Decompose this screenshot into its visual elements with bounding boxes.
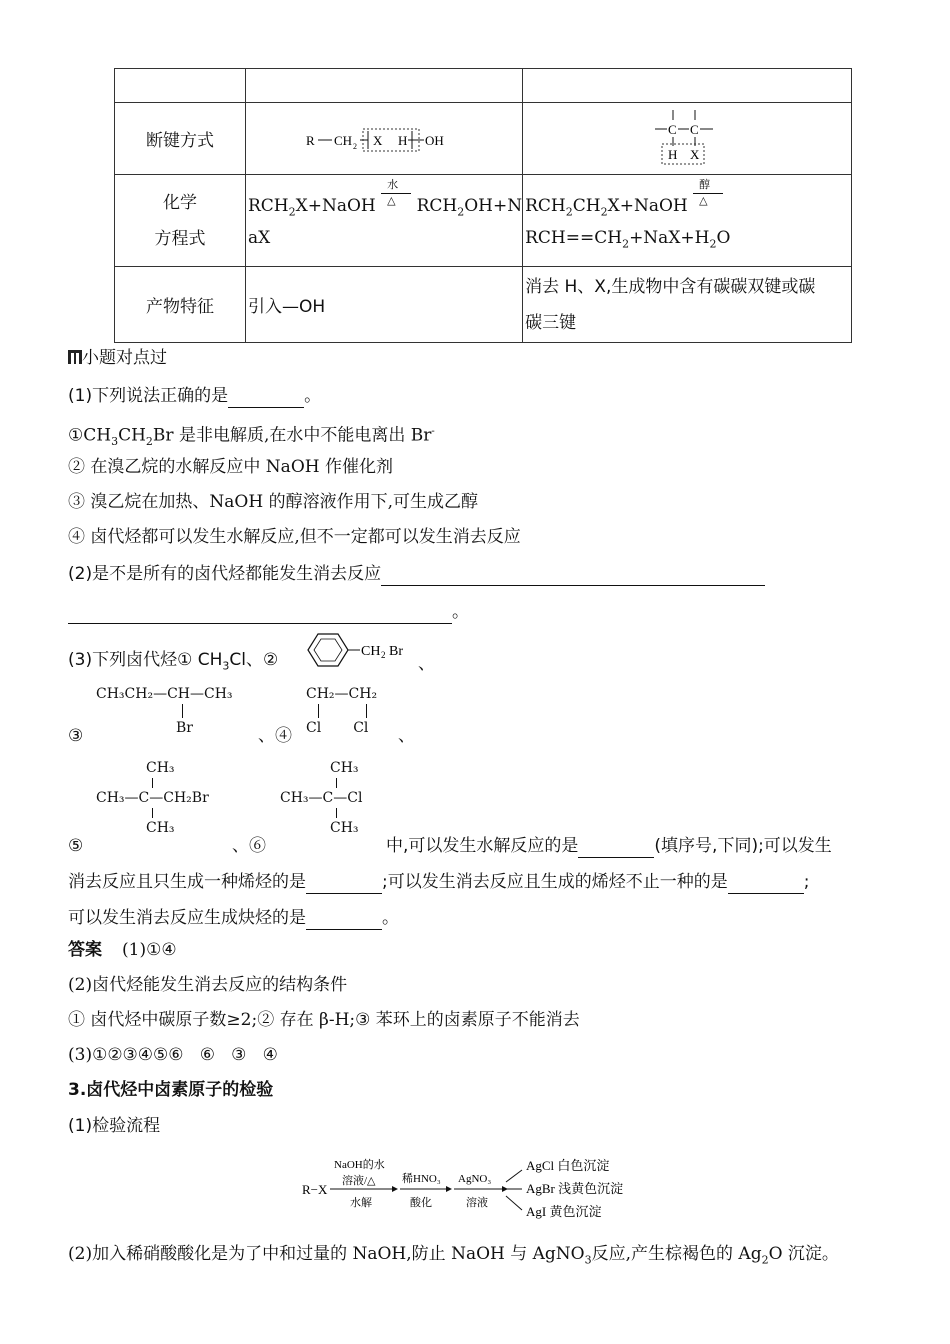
section3-title: 3.卤代烃中卤素原子的检验 — [68, 1080, 274, 1100]
section-icon — [68, 350, 82, 364]
q1-option-2: ② 在溴乙烷的水解反应中 NaOH 作催化剂 — [68, 457, 393, 477]
structure-neopentyl-bromide: CH₃ CH₃—C—CH₂Br CH₃ — [96, 760, 209, 836]
svg-text:AgCl 白色沉淀: AgCl 白色沉淀 — [526, 1158, 610, 1173]
label-6: 、⑥ — [232, 836, 266, 856]
answer-blank[interactable] — [381, 567, 765, 586]
flow-start: R−X — [302, 1182, 328, 1197]
bond-oh: OH — [425, 132, 444, 148]
elim-x: X — [690, 146, 700, 162]
elim-h: H — [668, 146, 678, 162]
answer-line-1: 答案 (1)①④ — [68, 940, 177, 960]
answer-blank[interactable] — [68, 605, 452, 624]
q2-stem: (2)是不是所有的卤代烃都能发生消去反应 — [68, 562, 765, 586]
answer-blank[interactable] — [728, 875, 804, 894]
svg-text:2: 2 — [381, 650, 386, 660]
section-heading: 小题对点过 — [68, 346, 167, 370]
svg-text:Br: Br — [389, 644, 403, 659]
svg-text:水解: 水解 — [350, 1197, 372, 1209]
answer-3: (3)①②③④⑤⑥ ⑥ ③ ④ — [68, 1045, 278, 1065]
q3-line3: 可以发生消去反应生成炔烃的是 。 — [68, 908, 399, 928]
table-row-product — [115, 267, 852, 343]
row-label-product: 产物特征 — [115, 267, 246, 343]
bond-r: R — [306, 132, 315, 148]
detection-flow-diagram — [296, 1152, 656, 1228]
structure-benzyl-bromide — [300, 628, 420, 674]
label-4: 、④ — [258, 726, 292, 746]
answer-blank[interactable] — [306, 911, 382, 930]
comparison-table — [114, 68, 852, 343]
section3-sub1: (1)检验流程 — [68, 1116, 161, 1136]
q3-stem: (3)下列卤代烃① $CH_3Cl$、② — [68, 650, 279, 673]
hydrolysis-product: 引入—OH — [246, 267, 523, 343]
table-row-bond — [115, 103, 852, 175]
hydrolysis-equation: $RCH_2X+NaOH$ 水 △ $RCH_2OH+N$ aX — [246, 175, 523, 267]
comma: 、 — [398, 726, 415, 746]
q1-option-1: $①CH_3CH_2Br$ 是非电解质,在水中不能电离出 Br- — [68, 425, 435, 449]
answer-label: 答案 — [68, 940, 102, 960]
answer-blank[interactable] — [578, 839, 654, 858]
comma: 、 — [418, 654, 435, 674]
svg-text:AgNO₃: AgNO₃ — [458, 1173, 492, 1185]
answer-2-title: (2)卤代烃能发生消去反应的结构条件 — [68, 975, 348, 995]
label-3: ③ — [68, 726, 84, 746]
elim-bond-diagram — [523, 103, 852, 175]
svg-text:酸化: 酸化 — [410, 1197, 432, 1209]
structure-2-bromobutane: CH₃CH₂—CH—CH₃ Br — [96, 686, 233, 736]
hydrolysis-arrow: 水 △ — [381, 201, 411, 211]
q1-option-3: ③ 溴乙烷在加热、NaOH 的醇溶液作用下,可生成乙醇 — [68, 492, 478, 512]
q1-stem: (1)下列说法正确的是 。 — [68, 386, 322, 406]
q2-line2: 。 — [68, 600, 469, 624]
structure-tert-butyl-chloride: CH₃ CH₃—C—Cl CH₃ — [280, 760, 363, 836]
bond-x: X — [373, 132, 383, 148]
svg-text:溶液/△: 溶液/△ — [342, 1175, 376, 1187]
bond-ch: CH — [334, 132, 353, 148]
answer-blank[interactable] — [228, 389, 304, 408]
table-header-row — [115, 69, 852, 103]
hydrolysis-bond-diagram — [246, 103, 523, 175]
elim-equation: $RCH_2CH_2X+NaOH$ 醇 △ $RCH==CH_2+NaX+H_2O$ — [523, 175, 852, 267]
structure-dichloroethane: CH₂—CH₂ Cl Cl — [306, 686, 378, 736]
answer-2-body: ① 卤代烃中碳原子数≥2;② 存在 β-H;③ 苯环上的卤素原子不能消去 — [68, 1010, 580, 1030]
elim-product: 消去 H、X,生成物中含有碳碳双键或碳 碳三键 — [523, 267, 852, 343]
elim-arrow: 醇 △ — [693, 201, 723, 211]
elim-c2: C — [690, 121, 699, 137]
svg-text:CH: CH — [361, 644, 381, 659]
bond-h: H — [398, 132, 408, 148]
svg-text:稀HNO₃: 稀HNO₃ — [402, 1173, 441, 1185]
q1-option-4: ④ 卤代烃都可以发生水解反应,但不一定都可以发生消去反应 — [68, 527, 521, 547]
table-row-equation — [115, 175, 852, 267]
q3-line1: 中,可以发生水解反应的是 (填序号,下同);可以发生 — [386, 836, 832, 856]
q3-line2: 消去反应且只生成一种烯烃的是 ;可以发生消去反应且生成的烯烃不止一种的是 ; — [68, 872, 810, 892]
svg-text:AgI 黄色沉淀: AgI 黄色沉淀 — [526, 1204, 602, 1219]
elim-c1: C — [668, 121, 677, 137]
row-label-equation: 化学 方程式 — [115, 175, 246, 267]
svg-text:AgBr 浅黄色沉淀: AgBr 浅黄色沉淀 — [526, 1181, 624, 1196]
row-label-bond: 断键方式 — [115, 103, 246, 175]
svg-text:NaOH的水: NaOH的水 — [334, 1159, 385, 1171]
svg-text:2: 2 — [353, 141, 357, 151]
answer-blank[interactable] — [306, 875, 382, 894]
svg-text:溶液: 溶液 — [466, 1197, 488, 1209]
section3-sub2: (2)加入稀硝酸酸化是为了中和过量的 NaOH,防止 NaOH 与 AgNO$_3$反应,产生棕褐色的 $Ag_2O$ 沉淀。 — [68, 1244, 839, 1267]
label-5: ⑤ — [68, 836, 84, 856]
